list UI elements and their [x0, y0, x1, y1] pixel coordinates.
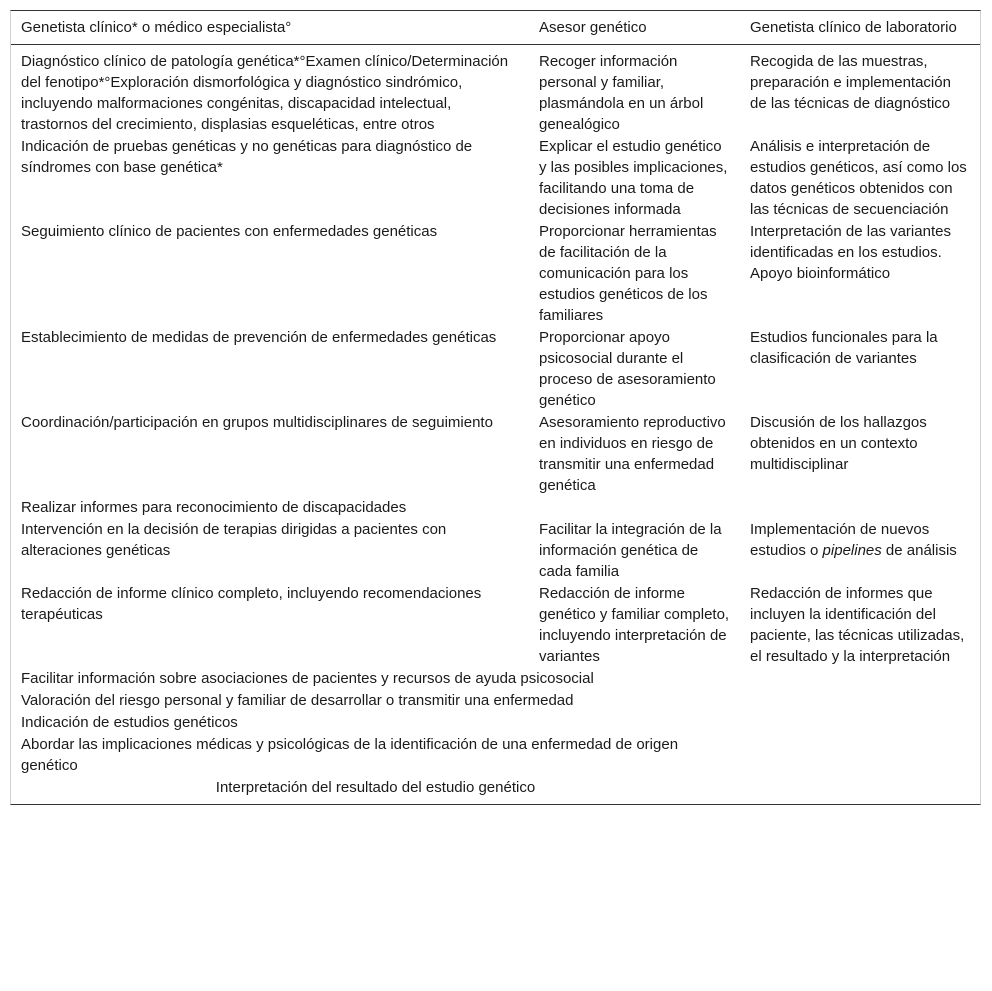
- cell-spanning: Facilitar información sobre asociaciones de pacientes y recursos de ayuda psicosocial: [21, 670, 594, 687]
- table-row: [11, 519, 980, 583]
- competencies-table-container: [10, 10, 981, 805]
- cell-col1: Diagnóstico clínico de patología genética*°Examen clínico/Determinación del fenotipo*°Exploración dismorfológica y diagnóstico sindrómico, incluyendo malformaciones congénitas, discapacidad intelectual, trastornos del crecimiento, displasias esqueléticas, entre otros: [21, 53, 509, 133]
- cell-spanning-centered: Interpretación del resultado del estudio genético: [215, 779, 536, 796]
- cell-spanning: Indicación de estudios genéticos: [21, 714, 238, 731]
- cell-col1: Redacción de informe clínico completo, incluyendo recomendaciones terapéuticas: [21, 585, 482, 623]
- cell-col3: Análisis e interpretación de estudios genéticos, así como los datos genéticos obtenidos con las técnicas de secuenciación: [750, 138, 967, 218]
- cell-col2: Redacción de informe genético y familiar completo, incluyendo interpretación de variantes: [539, 585, 730, 665]
- cell-col2: Facilitar la integración de la información genética de cada familia: [539, 521, 722, 580]
- competencies-table: [11, 11, 980, 804]
- cell-col3: Redacción de informes que incluyen la identificación del paciente, las técnicas utilizadas, el resultado y la interpretación: [750, 585, 965, 665]
- cell-col1: Intervención en la decisión de terapias dirigidas a pacientes con alteraciones genéticas: [21, 521, 447, 559]
- cell-col1: Indicación de pruebas genéticas y no genéticas para diagnóstico de síndromes con base genética*: [21, 138, 473, 176]
- header-genetista-clinico: Genetista clínico* o médico especialista°: [11, 11, 529, 45]
- table-row: [11, 668, 980, 690]
- cell-spanning: Abordar las implicaciones médicas y psicológicas de la identificación de una enfermedad de origen genético: [21, 736, 679, 774]
- table-row: [11, 777, 980, 804]
- cell-col1: Coordinación/participación en grupos multidisciplinares de seguimiento: [21, 414, 493, 431]
- cell-col1: Seguimiento clínico de pacientes con enfermedades genéticas: [21, 223, 438, 240]
- cell-col3: Estudios funcionales para la clasificación de variantes: [750, 329, 938, 367]
- cell-empty: [740, 777, 980, 804]
- cell-col3: Interpretación de las variantes identificadas en los estudios. Apoyo bioinformático: [750, 223, 951, 282]
- table-row: [11, 412, 980, 497]
- table-row: [11, 497, 980, 519]
- header-genetista-laboratorio: Genetista clínico de laboratorio: [740, 11, 980, 45]
- table-row: [11, 45, 980, 137]
- cell-col2: Recoger información personal y familiar, plasmándola en un árbol genealógico: [539, 53, 704, 133]
- cell-col2: Proporcionar apoyo psicosocial durante el proceso de asesoramiento genético: [539, 329, 716, 409]
- table-row: [11, 712, 980, 734]
- header-asesor-genetico: Asesor genético: [529, 11, 740, 45]
- table-header-row: [11, 11, 980, 45]
- cell-col3: Recogida de las muestras, preparación e implementación de las técnicas de diagnóstico: [750, 53, 951, 112]
- cell-col3: [740, 519, 980, 583]
- cell-empty: [740, 690, 980, 712]
- cell-spanning: Realizar informes para reconocimiento de discapacidades: [21, 499, 407, 516]
- table-row: [11, 734, 980, 777]
- cell-text: de análisis: [881, 542, 957, 559]
- cell-text: Implementación de nuevos estudios o: [750, 521, 930, 559]
- cell-col3: Discusión de los hallazgos obtenidos en un contexto multidisciplinar: [750, 414, 927, 473]
- table-row: [11, 583, 980, 668]
- table-row: [11, 327, 980, 412]
- cell-col2: Explicar el estudio genético y las posibles implicaciones, facilitando una toma de decisiones informada: [539, 138, 728, 218]
- cell-col2: Proporcionar herramientas de facilitación de la comunicación para los estudios genéticos de los familiares: [539, 223, 717, 324]
- cell-empty: [740, 668, 980, 690]
- cell-empty: [740, 712, 980, 734]
- cell-text-italic: pipelines: [822, 542, 882, 559]
- table-row: [11, 136, 980, 221]
- table-row: [11, 690, 980, 712]
- cell-empty: [740, 734, 980, 777]
- cell-col2: Asesoramiento reproductivo en individuos en riesgo de transmitir una enfermedad genética: [539, 414, 726, 494]
- table-row: [11, 221, 980, 327]
- cell-spanning: Valoración del riesgo personal y familiar de desarrollar o transmitir una enfermedad: [21, 692, 574, 709]
- cell-col1: Establecimiento de medidas de prevención de enfermedades genéticas: [21, 329, 497, 346]
